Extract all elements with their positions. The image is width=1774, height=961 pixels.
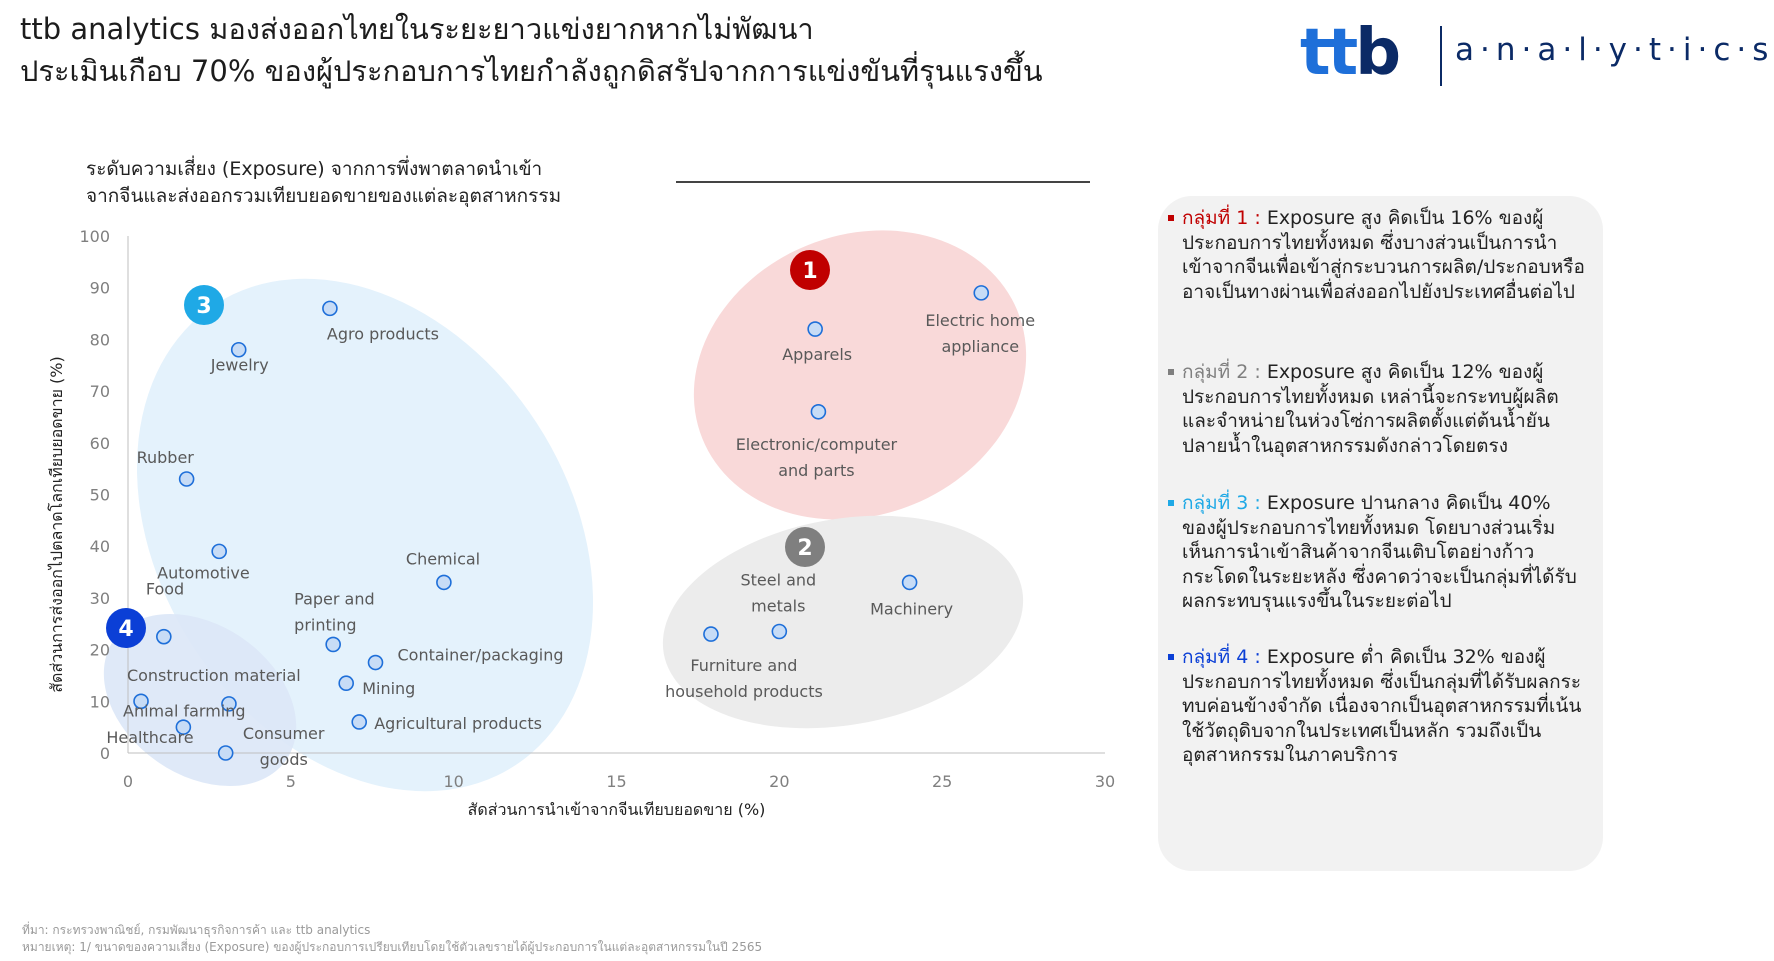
data-point [704,627,718,641]
point-label: Animal farming [123,701,246,721]
y-tick-label: 80 [89,330,110,350]
bullet-icon [1168,215,1174,221]
x-tick-label: 5 [285,772,296,791]
point-label: Automotive [157,563,250,583]
point-label: Agro products [326,324,439,344]
legend-text: Exposure ต่ำ คิดเป็น 32% ของผู้ประกอบการไทยทั้งหมด ซึ่งเป็นกลุ่มที่ได้รับผลกระทบค่อนข้างจำกัด เนื่องจากเป็นอุตสาหกรรมที่เน้นใช้วัตถุดิบจากในประเทศเป็นหลัก รวมถึงเป็นอุตสาหกรรมในภาคบริการ [1182,646,1582,766]
logo-letter: b [1355,16,1398,90]
point-label: Jewelry [210,355,269,375]
x-tick-label: 20 [769,772,790,791]
point-label: Rubber [136,447,194,467]
legend-item-group-1 [1182,206,1587,304]
point-label: Consumer [242,724,325,743]
data-point [974,286,988,300]
point-label: goods [259,750,308,769]
y-tick-label: 70 [89,382,110,402]
bullet-icon [1168,654,1174,660]
legend-head: กลุ่มที่ 2 : [1182,361,1261,383]
bullet-icon [1168,500,1174,506]
y-axis-label: สัดส่วนการส่งออกไปตลาดโลกเทียบยอดขาย (%) [47,356,66,693]
data-point [157,630,171,644]
logo-letter: t [1300,16,1328,90]
data-point [339,676,353,690]
group-2-cluster [646,489,1040,755]
point-label: Healthcare [106,728,194,748]
group-4-badge-label: 4 [118,617,134,642]
point-label: Container/packaging [397,645,564,665]
point-label: Paper and [294,589,375,609]
legend-item-group-2 [1182,360,1587,458]
group-3-cluster [43,193,686,878]
y-tick-label: 100 [79,227,110,246]
remark-note: หมายเหตุ: 1/ ขนาดของความเสี่ยง (Exposure) ของผู้ประกอบการเปรียบเทียบโดยใช้ตัวเลขรายได้ผู้ประกอบการในแต่ละอุตสาหกรรมในปี 2565 [22,940,763,954]
y-tick-label: 40 [89,537,110,557]
data-point [903,575,917,589]
data-point [323,301,337,315]
group-3-badge-label: 3 [196,294,212,319]
ttb-logo-mark [1300,18,1398,88]
point-label: appliance [941,336,1020,356]
legend-text: Exposure สูง คิดเป็น 16% ของผู้ประกอบการไทยทั้งหมด ซึ่งบางส่วนเป็นการนำเข้าจากจีนเพื่อเข้าสู่กระบวนการผลิต/ประกอบหรืออาจเป็นทางผ่านเพื่อส่งออกไปยังประเทศอื่นต่อไป [1182,207,1585,303]
bullet-icon [1168,369,1174,375]
legend-text: Exposure ปานกลาง คิดเป็น 40% ของผู้ประกอบการไทยทั้งหมด โดยบางส่วนเริ่มเห็นการนำเข้าสินค้าจากจีนเติบโตอย่างก้าวกระโดดในระยะหลัง ซึ่งคาดว่าจะเป็นกลุ่มที่ได้รับผลกระทบรุนแรงขึ้นในระยะต่อไป [1182,492,1577,612]
y-tick-label: 20 [89,640,110,660]
x-tick-label: 30 [1094,772,1116,791]
logo-divider [1440,26,1442,86]
point-label: Agricultural products [374,713,542,733]
ttb-analytics-logo [1300,16,1774,90]
x-tick-label: 10 [443,772,464,791]
data-point [352,715,366,729]
x-tick-label: 15 [606,772,627,791]
point-label: Construction material [126,665,301,685]
source-note: ที่มา: กระทรวงพาณิชย์, กรมพัฒนาธุรกิจการค้า และ ttb analytics [22,923,371,937]
data-point [369,656,383,670]
chart-title-line-2: จากจีนและส่งออกรวมเทียบยอดขายของแต่ละอุตสาหกรรม [86,185,562,207]
point-label: Machinery [870,599,954,619]
data-point [326,637,340,651]
x-tick-label: 25 [931,772,953,791]
point-label: Electronic/computer [735,434,898,454]
legend-item-group-3 [1182,491,1587,614]
point-label: Steel and [740,570,817,590]
legend-head: กลุ่มที่ 4 : [1182,646,1261,668]
point-label: and parts [778,460,855,480]
data-point [808,322,822,336]
point-label: Mining [362,679,416,699]
legend-item-group-4 [1182,645,1587,768]
point-label: Apparels [782,345,853,365]
group-2-badge-label: 2 [797,536,813,561]
data-point [772,625,786,639]
chart-title-line-1: ระดับความเสี่ยง (Exposure) จากการพึ่งพาตลาดนำเข้า [86,158,543,180]
point-label: household products [665,682,823,702]
group-1-badge-label: 1 [802,259,818,284]
y-tick-label: 10 [89,692,110,712]
footnotes [22,922,762,956]
data-point [212,544,226,558]
legend-head: กลุ่มที่ 3 : [1182,492,1261,514]
group-legend-panel [1158,196,1603,871]
data-point [811,405,825,419]
legend-text: Exposure สูง คิดเป็น 12% ของผู้ประกอบการไทยทั้งหมด เหล่านี้จะกระทบผู้ผลิตและจำหน่ายในห่วงโซ่การผลิตตั้งแต่ต้นน้ำยันปลายน้ำในอุตสาหกรรมดังกล่าวโดยตรง [1182,361,1559,457]
y-tick-label: 90 [89,278,110,298]
y-tick-label: 0 [99,744,110,763]
data-point [219,746,233,760]
point-label: Furniture and [690,656,798,676]
data-point [232,343,246,357]
point-label: Electric home [925,310,1036,330]
point-label: Chemical [405,549,481,569]
y-tick-label: 50 [89,485,110,505]
logo-text: a·n·a·l·y·t·i·c·s [1455,32,1774,68]
group-1-cluster [650,182,1070,569]
y-tick-label: 60 [89,433,110,453]
data-point [437,575,451,589]
point-label: printing [294,615,357,635]
title-line-1: ttb analytics มองส่งออกไทยในระยะยาวแข่งยากหากไม่พัฒนา [20,12,814,46]
legend-head: กลุ่มที่ 1 : [1182,207,1261,229]
y-tick-label: 30 [89,588,110,608]
point-label: metals [751,596,806,616]
logo-letter: t [1327,16,1356,90]
x-axis-label: สัดส่วนการนำเข้าจากจีนเทียบยอดขาย (%) [467,800,766,819]
point-label: Food [145,579,185,599]
data-point [180,472,194,486]
x-tick-label: 0 [122,772,134,791]
title-line-2: ประเมินเกือบ 70% ของผู้ประกอบการไทยกำลังถูกดิสรัปจากการแข่งขันที่รุนแรงขึ้น [20,54,1043,88]
